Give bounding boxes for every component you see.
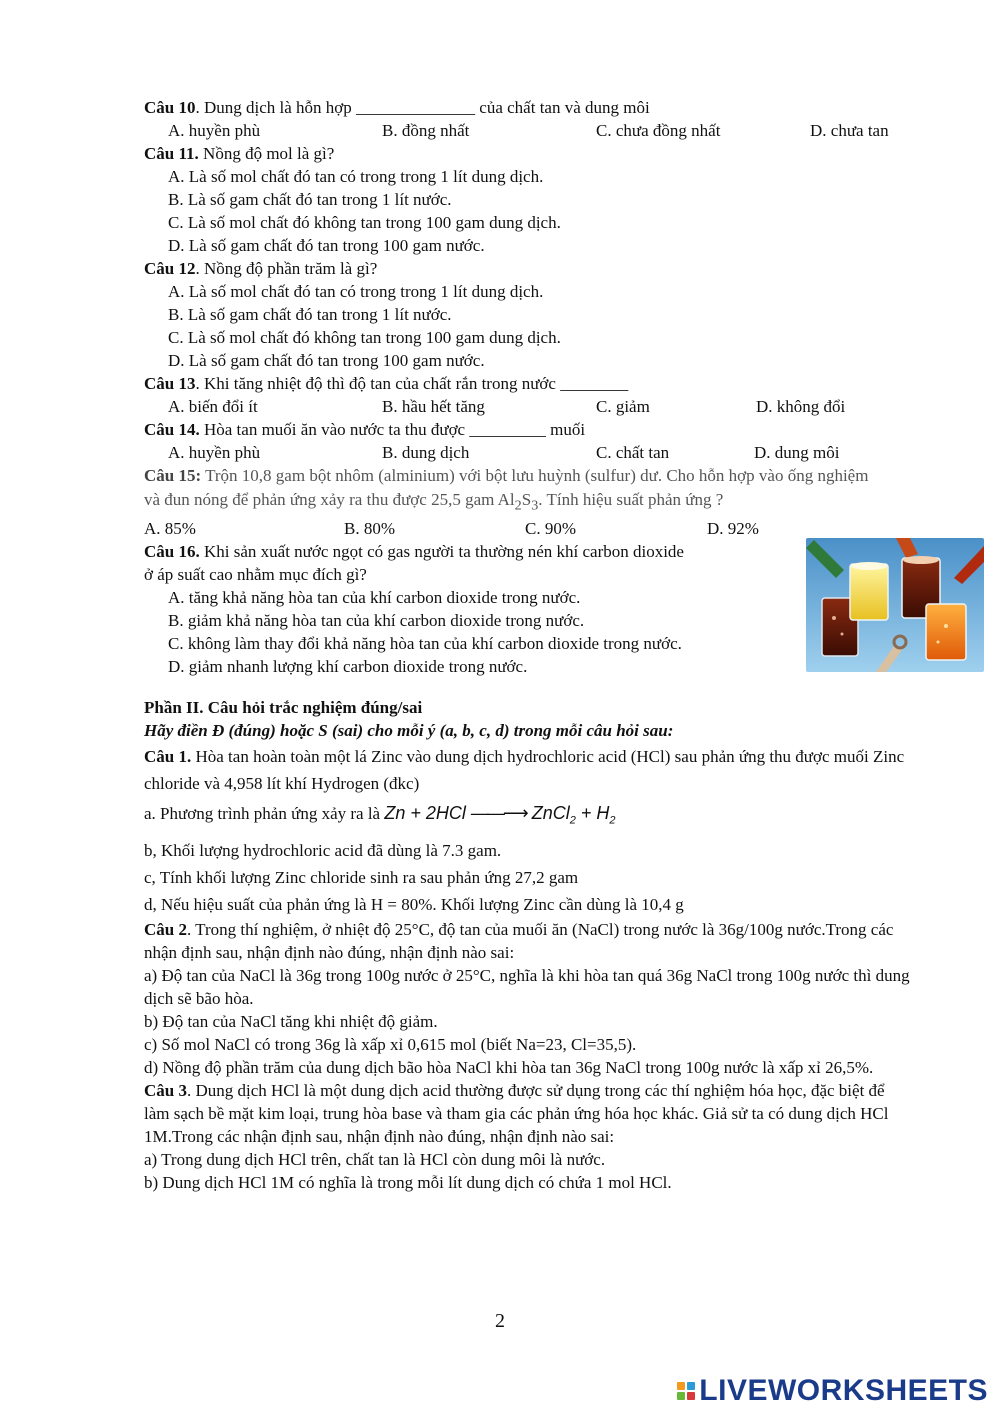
statement-c[interactable]: c, Tính khối lượng Zinc chloride sinh ra sau phản ứng 27,2 gam (144, 867, 579, 887)
option-c[interactable]: C. Là số mol chất đó không tan trong 100 gam dung dịch. (168, 328, 561, 347)
equation-product: ZnCl (531, 803, 570, 824)
option-d[interactable]: D. Là số gam chất đó tan trong 100 gam nước. (168, 236, 485, 255)
reaction-equation (384, 803, 616, 827)
option-b[interactable]: B. Là số gam chất đó tan trong 1 lít nước. (168, 190, 452, 209)
question-label: Câu 13 (144, 374, 196, 393)
option-b[interactable]: B. dung dịch (382, 443, 470, 462)
question-label: Câu 14. (144, 420, 200, 439)
option-a[interactable]: A. biến đổi ít (168, 397, 258, 416)
question-label: Câu 16. (144, 542, 200, 562)
options-row (144, 119, 914, 142)
option-a[interactable]: A. huyền phù (168, 121, 261, 140)
option-d[interactable]: D. giảm nhanh lượng khí carbon dioxide trong nước. (168, 657, 528, 677)
soft-drinks-illustration (806, 538, 984, 672)
question-text: ở áp suất cao nhằm mục đích gì? (144, 565, 367, 585)
option-c[interactable]: C. không làm thay đổi khả năng hòa tan của khí carbon dioxide trong nước. (168, 634, 682, 654)
page-number: 2 (495, 1310, 505, 1332)
instruction-text: Hãy điền Đ (đúng) hoặc S (sai) cho mỗi ý (a, b, c, d) trong mỗi câu hỏi sau: (144, 721, 674, 741)
question-label: Câu 12 (144, 259, 196, 278)
subscript: 2 (609, 814, 616, 827)
option-d[interactable]: D. chưa tan (810, 121, 889, 140)
equation-product: + H (575, 803, 610, 824)
p2-question-2 (144, 918, 914, 964)
option-a[interactable]: A. 85% (144, 519, 196, 539)
option-a[interactable]: A. huyền phù (168, 443, 261, 462)
statement-d[interactable]: d, Nếu hiệu suất của phản ứng là H = 80%. Khối lượng Zinc cần dùng là 10,4 g (144, 894, 684, 914)
question-label: Câu 11. (144, 144, 199, 163)
question-16 (144, 540, 914, 563)
p2-question-1 (144, 743, 914, 797)
question-label: Câu 1. (144, 747, 192, 767)
question-text: Trộn 10,8 gam bột nhôm (alminium) với bột lưu huỳnh (sulfur) dư. Cho hỗn hợp vào ống nghiệm và đun nóng để phản ứng xảy ra thu được 25,5 gam Al (144, 466, 869, 509)
options-row (144, 441, 914, 464)
option-d[interactable]: D. dung môi (754, 443, 840, 462)
statement-a[interactable] (144, 797, 914, 837)
question-15 (144, 464, 874, 517)
subscript: 2 (569, 814, 576, 827)
subscript: 3 (531, 497, 539, 514)
liveworksheets-logo[interactable] (677, 1374, 988, 1408)
question-text: . Dung dịch là hỗn hợp ______________ của chất tan và dung môi (195, 98, 650, 117)
question-label: Câu 15: (144, 466, 202, 485)
option-a[interactable]: A. Là số mol chất đó tan có trong trong 1 lít dung dịch. (168, 167, 544, 186)
statement-text: a. Phương trình phản ứng xảy ra là (144, 804, 385, 824)
reaction-arrow-icon: ——⟶ (470, 803, 527, 824)
option-d[interactable]: D. không đổi (756, 397, 846, 416)
option-b[interactable]: B. đồng nhất (382, 121, 470, 140)
question-14 (144, 418, 914, 441)
p2-question-3 (144, 1079, 914, 1148)
section-title: Phần II. Câu hỏi trắc nghiệm đúng/sai (144, 698, 423, 718)
statement-c[interactable]: c) Số mol NaCl có trong 36g là xấp xỉ 0,615 mol (biết Na=23, Cl=35,5). (144, 1034, 637, 1054)
question-text: . Dung dịch HCl là một dung dịch acid thường được sử dụng trong các thí nghiệm hóa học, đặc biệt để làm sạch bề mặt kim loại, trung hòa base và tham gia các phản ứng hóa học khác. Giả sử ta có dung dịch HCl 1M.Trong các nhận định sau, nhận định nào đúng, nhận định nào sai: (144, 1080, 889, 1146)
equation-reactants: Zn + 2HCl (384, 803, 466, 824)
question-12 (144, 257, 914, 280)
option-b[interactable]: B. Là số gam chất đó tan trong 1 lít nước. (168, 305, 452, 324)
worksheet-content (144, 96, 914, 1194)
question-text: . Khi tăng nhiệt độ thì độ tan của chất rắn trong nước ________ (195, 374, 629, 393)
statement-b[interactable]: b, Khối lượng hydrochloric acid đã dùng là 7.3 gam. (144, 840, 502, 860)
formula-text: S (521, 490, 532, 509)
question-text: Khi sản xuất nước ngọt có gas người ta thường nén khí carbon dioxide (199, 542, 684, 562)
subscript: 2 (514, 497, 522, 514)
question-16-block (144, 540, 914, 678)
option-d[interactable]: D. 92% (707, 519, 759, 539)
option-c[interactable]: C. giảm (596, 397, 650, 416)
option-c[interactable]: C. Là số mol chất đó không tan trong 100 gam dung dịch. (168, 213, 561, 232)
option-c[interactable]: C. 90% (525, 519, 576, 539)
option-c[interactable]: C. chưa đồng nhất (596, 121, 721, 140)
option-c[interactable]: C. chất tan (596, 443, 670, 462)
question-text: Hòa tan hoàn toàn một lá Zinc vào dung dịch hydrochloric acid (HCl) sau phản ứng thu được muối Zinc chloride và 4,958 lít khí Hydrogen (đkc) (144, 747, 905, 794)
question-text: Hòa tan muối ăn vào nước ta thu được _________ muối (199, 420, 586, 439)
logo-grid-icon (677, 1382, 695, 1400)
statement-a[interactable]: a) Trong dung dịch HCl trên, chất tan là HCl còn dung môi là nước. (144, 1149, 606, 1169)
options-row (144, 517, 914, 540)
statement-b[interactable]: b) Độ tan của NaCl tăng khi nhiệt độ giảm. (144, 1011, 438, 1031)
question-label: Câu 3 (144, 1080, 187, 1100)
question-10 (144, 96, 914, 119)
question-label: Câu 10 (144, 98, 196, 117)
soft-drinks-photo (806, 538, 984, 672)
question-13 (144, 372, 914, 395)
part2-title (144, 696, 914, 719)
question-text: . Trong thí nghiệm, ở nhiệt độ 25°C, độ tan của muối ăn (NaCl) trong nước là 36g/100g nước.Trong các nhận định sau, nhận định nào đúng, nhận định nào sai: (144, 919, 894, 962)
question-text: Nồng độ mol là gì? (198, 144, 335, 163)
option-a[interactable]: A. tăng khả năng hòa tan của khí carbon dioxide trong nước. (168, 588, 581, 608)
question-label: Câu 2 (144, 919, 187, 939)
statement-b[interactable]: b) Dung dịch HCl 1M có nghĩa là trong mỗi lít dung dịch có chứa 1 mol HCl. (144, 1172, 672, 1192)
statement-d[interactable]: d) Nồng độ phần trăm của dung dịch bão hòa NaCl khi hòa tan 36g NaCl trong 100g nước là xấp xỉ 26,5%. (144, 1057, 874, 1077)
section-spacer (144, 678, 914, 696)
statement-a[interactable]: a) Độ tan của NaCl là 36g trong 100g nước ở 25°C, nghĩa là khi hòa tan quá 36g NaCl trong 100g nước thì dung dịch sẽ bão hòa. (144, 965, 910, 1008)
option-b[interactable]: B. 80% (344, 519, 395, 539)
question-11 (144, 142, 914, 165)
option-d[interactable]: D. Là số gam chất đó tan trong 100 gam nước. (168, 351, 485, 370)
brand-name: LIVEWORKSHEETS (699, 1374, 988, 1407)
option-a[interactable]: A. Là số mol chất đó tan có trong trong 1 lít dung dịch. (168, 282, 544, 301)
option-b[interactable]: B. hầu hết tăng (382, 397, 485, 416)
options-row (144, 395, 914, 418)
question-text: . Tính hiệu suất phản ứng ? (538, 490, 724, 509)
part2-instruction (144, 719, 914, 743)
question-text: . Nồng độ phần trăm là gì? (195, 259, 378, 278)
option-b[interactable]: B. giảm khả năng hòa tan của khí carbon dioxide trong nước. (168, 611, 585, 631)
